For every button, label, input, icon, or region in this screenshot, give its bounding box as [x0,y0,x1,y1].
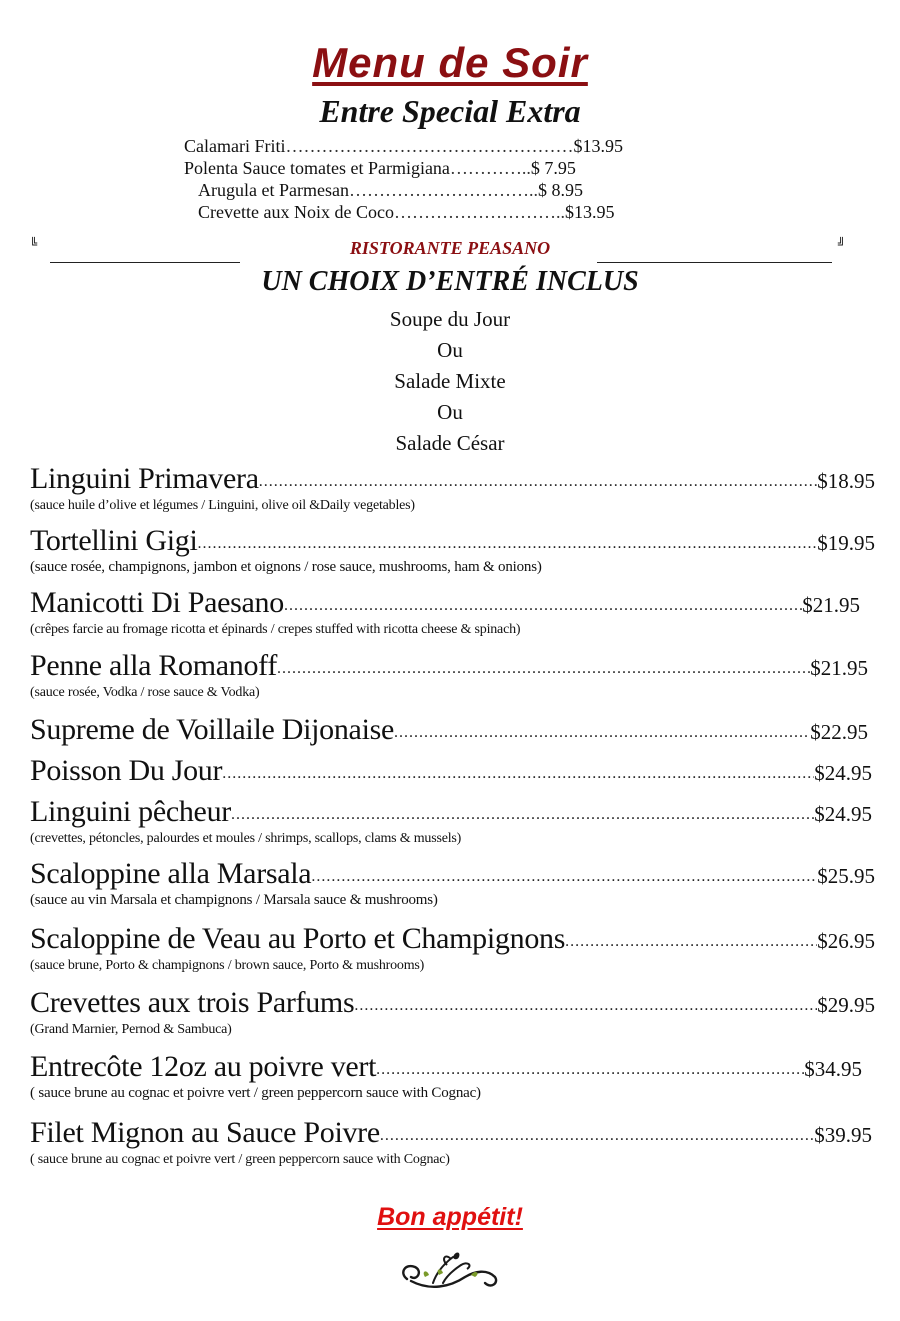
extra-price: $ 7.95 [530,158,576,178]
dish-item [30,986,875,1038]
dish-price: $24.95 [814,802,872,826]
dish-item [30,1116,875,1168]
extra-dots: ………….. [449,158,531,178]
dish-description: (crêpes farcie au fromage ricotta et épinards / crepes stuffed with ricotta cheese & spinach) [30,622,521,637]
dish-price: $21.95 [810,656,868,680]
dish-price: $18.95 [817,469,875,493]
extra-dots: ……………………….. [393,202,565,222]
dish-name: Crevettes aux trois Parfums [30,986,355,1019]
dish-price: $34.95 [804,1057,862,1081]
dish-leader [311,867,817,891]
right-corner-icon: ╝ [838,237,846,251]
extra-item [198,201,614,223]
dish-name: Scaloppine alla Marsala [30,857,312,890]
dish-leader [259,472,818,496]
dish-price: $26.95 [817,929,875,953]
divider-rule-right [597,262,832,263]
dish-name: Supreme de Voillaile Dijonaise [30,713,394,746]
extra-item [184,157,576,179]
dish-item [30,524,875,576]
dish-item [30,922,875,974]
dish-name: Penne alla Romanoff [30,649,278,682]
choice-title: UN CHOIX D’ENTRÉ INCLUS [261,266,639,297]
dish-price: $39.95 [814,1123,872,1147]
dish-leader [354,996,817,1020]
dish-description: (sauce au vin Marsala et champignons / Marsala sauce & mushrooms) [30,892,438,908]
dish-name: Entrecôte 12oz au poivre vert [30,1050,377,1083]
dish-item [30,857,875,909]
floral-ornament-icon [395,1247,505,1297]
choice-item: Salade César [395,431,505,455]
closing-message: Bon appétit! [377,1203,523,1231]
dish-price: $24.95 [814,761,872,785]
dish-leader [380,1126,814,1150]
dish-price: $25.95 [817,864,875,888]
dish-description: (crevettes, pétoncles, palourdes et moules / shrimps, scallops, clams & mussels) [30,831,462,846]
left-corner-icon: ╚ [30,237,38,251]
dish-price: $21.95 [802,593,860,617]
dish-item [30,1050,875,1102]
dish-leader [376,1060,804,1084]
dish-price: $22.95 [810,720,868,744]
dish-name: Manicotti Di Paesano [30,586,284,619]
dish-item [30,586,875,638]
extra-dots: ………………………………………… [285,136,574,156]
extra-price: $13.95 [564,202,615,222]
dish-description: ( sauce brune au cognac et poivre vert / green peppercorn sauce with Cognac) [30,1085,481,1101]
dish-name: Poisson Du Jour [30,754,223,787]
restaurant-name: RISTORANTE PEASANO [349,238,551,258]
dish-leader [277,659,810,683]
dish-leader [198,534,818,558]
dish-price: $19.95 [817,531,875,555]
extra-item [184,135,623,157]
extra-name: Calamari Friti [184,136,286,156]
choice-separator: Ou [437,400,463,424]
extra-name: Polenta Sauce tomates et Parmigiana [184,158,450,178]
choice-separator: Ou [437,338,463,362]
dish-name: Linguini pêcheur [30,795,231,828]
dish-leader [565,932,817,956]
extra-item [198,179,583,201]
page-title: Menu de Soir [312,39,588,86]
dish-description: ( sauce brune au cognac et poivre vert / green peppercorn sauce with Cognac) [30,1152,450,1167]
extra-name: Crevette aux Noix de Coco [198,202,394,222]
dish-leader [231,805,814,829]
dish-name: Linguini Primavera [30,462,259,495]
extra-name: Arugula et Parmesan [198,180,349,200]
dish-item [30,754,875,788]
divider-rule-left [50,262,240,263]
dish-item [30,462,875,514]
dish-name: Filet Mignon au Sauce Poivre [30,1116,380,1149]
dish-description: (sauce huile d’olive et légumes / Linguini, olive oil &Daily vegetables) [30,498,415,513]
section-divider [0,233,900,269]
dish-description: (sauce rosée, champignons, jambon et oignons / rose sauce, mushrooms, ham & onions) [30,559,542,575]
dish-name: Tortellini Gigi [30,524,198,557]
dish-item [30,713,875,747]
dish-item [30,649,875,701]
dish-leader [222,764,814,788]
page-subtitle: Entre Special Extra [319,93,581,129]
dish-price: $29.95 [817,993,875,1017]
extra-dots: ………………………….. [348,180,538,200]
dish-description: (Grand Marnier, Pernod & Sambuca) [30,1022,232,1037]
dish-description: (sauce rosée, Vodka / rose sauce & Vodka) [30,685,260,700]
dish-name: Scaloppine de Veau au Porto et Champignons [30,922,566,955]
dish-description: (sauce brune, Porto & champignons / brown sauce, Porto & mushrooms) [30,958,425,973]
choice-item: Soupe du Jour [389,307,511,331]
extra-price: $ 8.95 [537,180,583,200]
dish-leader [284,596,802,620]
choice-item: Salade Mixte [394,369,506,393]
dish-item [30,795,875,847]
dish-leader [394,723,810,747]
choice-list [0,304,900,459]
extra-price: $13.95 [573,136,623,156]
